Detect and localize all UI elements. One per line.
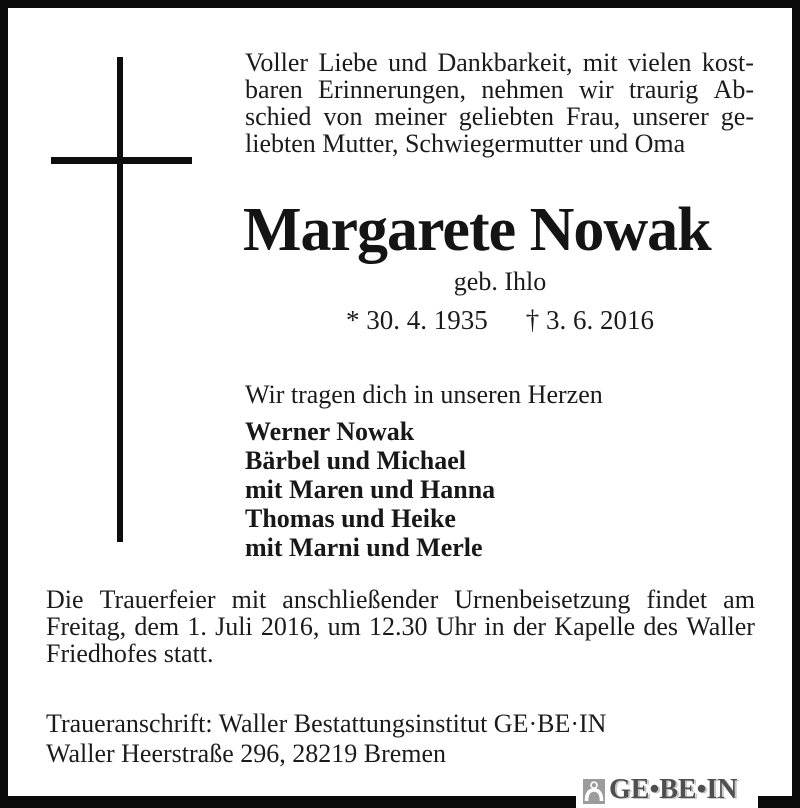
frame-border-top — [0, 0, 800, 8]
gebein-figure-icon — [583, 779, 605, 804]
mourner-line: Thomas und Heike — [245, 504, 456, 533]
intro-line: baren Erinnerungen, nehmen wir traurig Ab- — [245, 75, 754, 104]
cross-icon — [117, 57, 123, 542]
intro-line: liebten Mutter, Schwiegermutter und Oma — [245, 129, 686, 158]
intro-line: Voller Liebe und Dankbarkeit, mit vielen kost- — [245, 48, 754, 77]
life-dates — [245, 306, 755, 336]
mourning-address — [46, 709, 606, 769]
service-paragraph — [46, 586, 755, 667]
mourner-line: Bärbel und Michael — [245, 446, 467, 475]
motto-line: Wir tragen dich in unseren Herzen — [245, 380, 603, 409]
service-line: Friedhofes statt. — [46, 639, 214, 668]
address-line: Waller Heerstraße 296, 28219 Bremen — [46, 739, 447, 768]
birth-date: * 30. 4. 1935 — [346, 305, 488, 335]
service-line: Die Trauerfeier mit anschließender Urnenbeisetzung findet am — [46, 585, 755, 614]
mourners-list — [245, 417, 495, 562]
address-line: Traueranschrift: Waller Bestattungsinstitut GE·BE·IN — [46, 709, 607, 738]
mourner-line: Werner Nowak — [245, 417, 415, 446]
maiden-name: geb. Ihlo — [453, 267, 547, 296]
deceased-name: Margarete Nowak — [243, 196, 711, 264]
gebein-logo — [576, 766, 758, 808]
frame-border-left — [0, 0, 8, 808]
service-line: Freitag, dem 1. Juli 2016, um 12.30 Uhr in der Kapelle des Waller — [46, 612, 755, 641]
intro-paragraph — [245, 49, 754, 157]
mourner-line: mit Maren und Hanna — [245, 475, 496, 504]
gebein-logo-text: GE•BE•IN — [609, 774, 738, 805]
death-date: † 3. 6. 2016 — [525, 305, 654, 335]
frame-border-right — [792, 0, 800, 808]
intro-line: schied von meiner geliebten Frau, unserer ge- — [245, 102, 754, 131]
cross-icon — [51, 157, 192, 164]
mourner-line: mit Marni und Merle — [245, 533, 483, 562]
